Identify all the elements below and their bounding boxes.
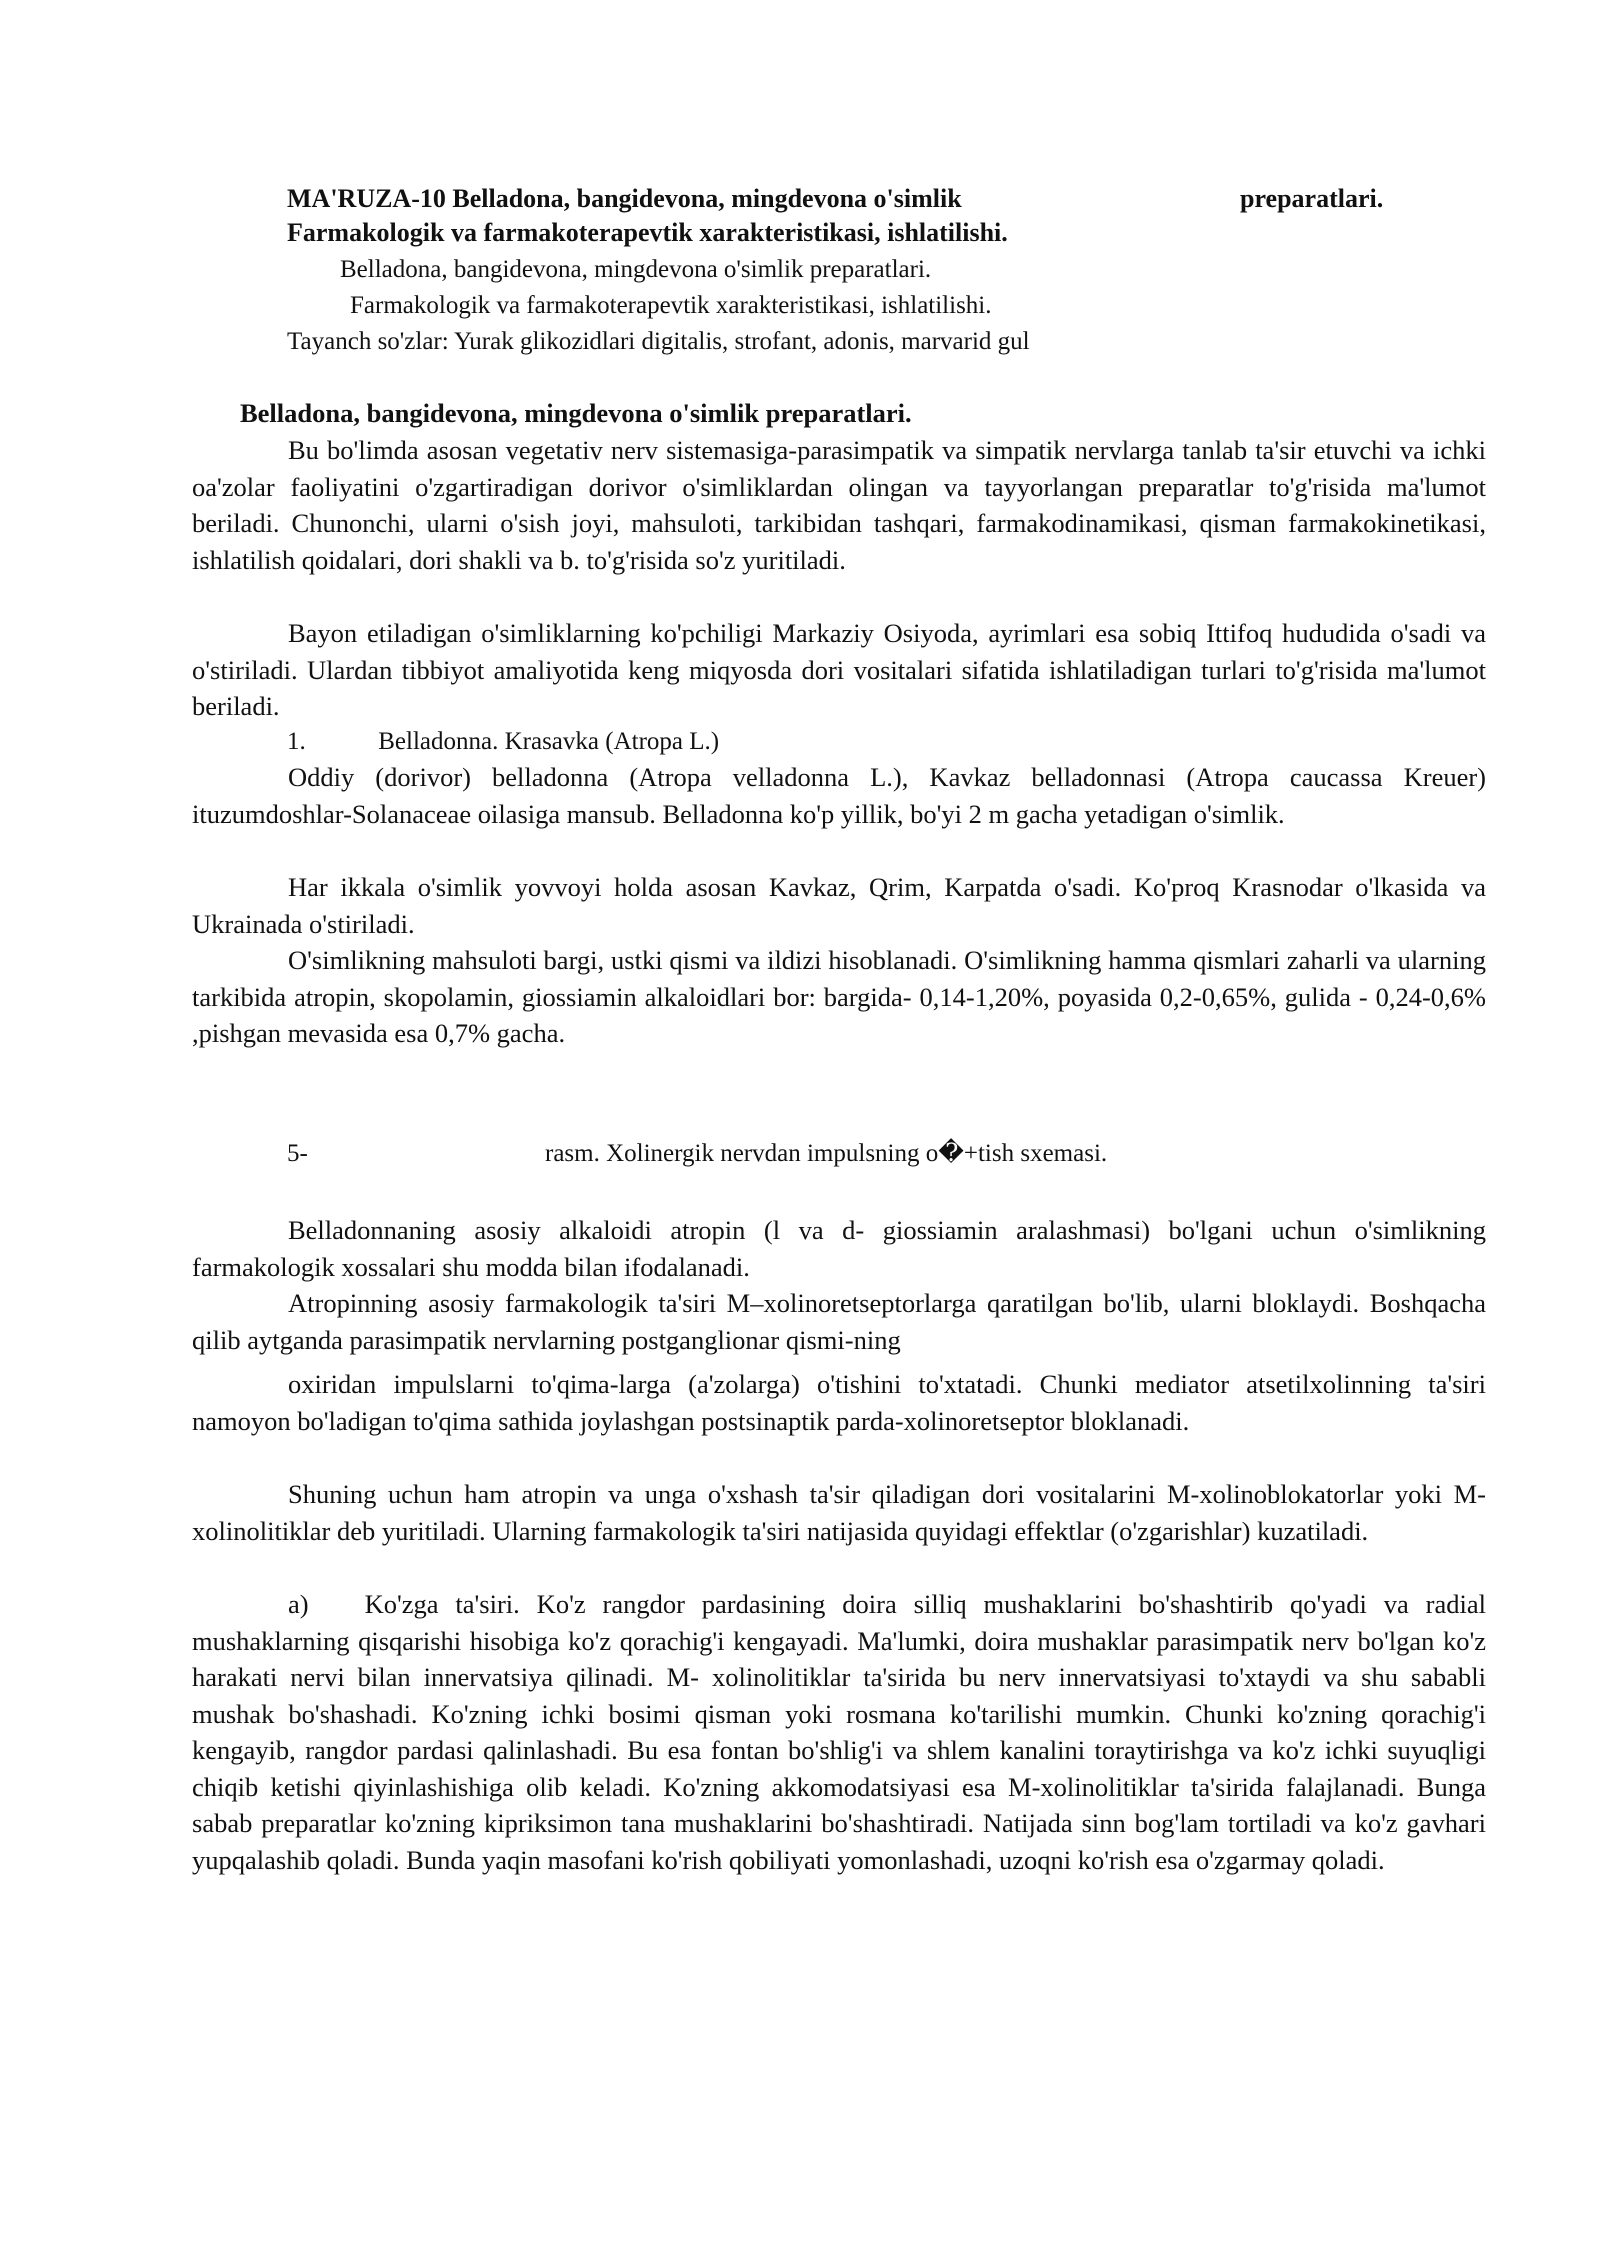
paragraph-9 bbox=[192, 1476, 1486, 1549]
paragraph-1 bbox=[192, 432, 1486, 578]
figure-number: 5- bbox=[287, 1140, 308, 1167]
paragraph-2-text: Bayon etiladigan o'simliklarning ko'pchiligi Markaziy Osiyoda, ayrimlari esa sobiq Ittifoq hududida o'sadi va o'stiriladi. Ulardan tibbiyot amaliyotida keng miqyosda dori vositalari sifatida ishlatiladigan turlari to'g'risida ma'lumot beriladi. bbox=[192, 618, 1486, 721]
lecture-title-line1: MA'RUZA-10 Belladona, bangidevona, mingdevona o'simlik bbox=[287, 184, 962, 213]
paragraph-1-text: Bu bo'limda asosan vegetativ nerv sistemasiga-parasimpatik va simpatik nervlarga tanlab ta'sir etuvchi va ichki oa'zolar faoliyatini o'zgartiradigan dorivor o'simliklardan olingan va tayyorlangan preparatlar to'g'risida ma'lumot beriladi. Chunonchi, ularni o'sish joyi, mahsuloti, tarkibidan tashqari, farmakodinamikasi, qisman farmakokinetikasi, ishlatilish qoidalari, dori shakli va b. to'g'risida so'z yuritiladi. bbox=[192, 435, 1486, 575]
lecture-title-line2: Farmakologik va farmakoterapevtik xarakteristikasi, ishlatilishi. bbox=[287, 218, 1008, 247]
paragraph-7-text: Atropinning asosiy farmakologik ta'siri M–xolinoretseptorlarga qaratilgan bo'lib, ularni bloklaydi. Boshqacha qilib aytganda parasimpatik nervlarning postganglionar qismi-ning bbox=[192, 1288, 1486, 1355]
paragraph-4 bbox=[192, 869, 1486, 942]
lecture-title-line1-end: preparatlari. bbox=[1240, 184, 1384, 213]
list-item-1 bbox=[287, 724, 719, 760]
paragraph-6-text: Belladonnaning asosiy alkaloidi atropin (l va d- giossiamin aralashmasi) bo'lgani uchun o'simlikning farmakologik xossalari shu modda bilan ifodalanadi. bbox=[192, 1215, 1486, 1282]
list-item-1-number: 1. bbox=[287, 728, 306, 755]
paragraph-5 bbox=[192, 942, 1486, 1052]
paragraph-10 bbox=[192, 1586, 1486, 1878]
paragraph-9-text: Shuning uchun ham atropin va unga o'xshash ta'sir qiladigan dori vositalarini M-xolinoblokatorlar yoki M-xolinolitiklar deb yuritiladi. Ularning farmakologik ta'siri natijasida quyidagi effektlar (o'zgarishlar) kuzatiladi. bbox=[192, 1479, 1486, 1546]
keywords-line: Tayanch so'zlar: Yurak glikozidlari digitalis, strofant, adonis, marvarid gul bbox=[287, 328, 1030, 355]
paragraph-5-text: O'simlikning mahsuloti bargi, ustki qismi va ildizi hisoblanadi. O'simlikning hamma qismlari zaharli va ularning tarkibida atropin, skopolamin, giossiamin alkaloidlari bor: bargida- 0,14-1,20%, poyasida 0,2-0,65%, gulida - 0,24-0,6% ,pishgan mevasida esa 0,7% gacha. bbox=[192, 945, 1486, 1048]
lecture-subtitle-line1: Belladona, bangidevona, mingdevona o'simlik preparatlari. bbox=[340, 256, 932, 283]
section-heading: Belladona, bangidevona, mingdevona o'simlik preparatlari. bbox=[240, 398, 912, 428]
paragraph-7 bbox=[192, 1285, 1486, 1358]
lecture-subtitle-line2: Farmakologik va farmakoterapevtik xarakteristikasi, ishlatilishi. bbox=[350, 292, 992, 319]
paragraph-4-text: Har ikkala o'simlik yovvoyi holda asosan Kavkaz, Qrim, Karpatda o'sadi. Ko'proq Krasnodar o'lkasida va Ukrainada o'stiriladi. bbox=[192, 872, 1486, 939]
paragraph-3 bbox=[192, 759, 1486, 832]
paragraph-6 bbox=[192, 1212, 1486, 1285]
paragraph-2 bbox=[192, 615, 1486, 725]
list-item-a-label: a) bbox=[288, 1589, 309, 1619]
paragraph-10-text: Ko'zga ta'siri. Ko'z rangdor pardasining doira silliq mushaklarini bo'shashtirib qo'yadi va radial mushaklarning qisqarishi hisobiga ko'z qorachig'i kengayadi. Ma'lumki, doira mushaklar parasimpatik nerv bo'lgan ko'z harakati nervi bilan innervatsiya qilinadi. M- xolinolitiklar ta'sirida bu nerv innervatsiyasi to'xtaydi va shu sababli mushak bo'shashadi. Ko'zning ichki bosimi qisman yoki rosmana ko'tarilishi mumkin. Chunki ko'zning qorachig'i kengayib, rangdor pardasi qalinlashadi. Bu esa fontan bo'shlig'i va shlem kanalini toraytirishga va ko'z ichki suyuqligi chiqib ketishi qiyinlashishiga olib keladi. Ko'zning akkomodatsiyasi esa M-xolinolitiklar ta'sirida falajlanadi. Bunga sabab preparatlar ko'zning kipriksimon tana mushaklarini bo'shashtiradi. Natijada sinn bog'lam tortiladi va ko'z gavhari yupqalashib qoladi. Bunda yaqin masofani ko'rish qobiliyati yomonlashadi, uzoqni ko'rish esa o'zgarmay qoladi. bbox=[192, 1589, 1486, 1875]
paragraph-8-text: oxiridan impulslarni to'qima-larga (a'zolarga) o'tishini to'xtatadi. Chunki mediator atsetilxolinning ta'siri namoyon bo'ladigan to'qima sathida joylashgan postsinaptik parda-xolinoretseptor bloklanadi. bbox=[192, 1369, 1486, 1436]
paragraph-8 bbox=[192, 1366, 1486, 1439]
paragraph-3-text: Oddiy (dorivor) belladonna (Atropa velladonna L.), Kavkaz belladonnasi (Atropa caucassa Kreuer) ituzumdoshlar-Solanaceae oilasiga mansub. Belladonna ko'p yillik, bo'yi 2 m gacha yetadigan o'simlik. bbox=[192, 762, 1486, 829]
list-item-1-text: Belladonna. Krasavka (Atropa L.) bbox=[378, 728, 720, 755]
figure-caption: rasm. Xolinergik nervdan impulsning o�+tish sxemasi. bbox=[545, 1140, 1108, 1167]
